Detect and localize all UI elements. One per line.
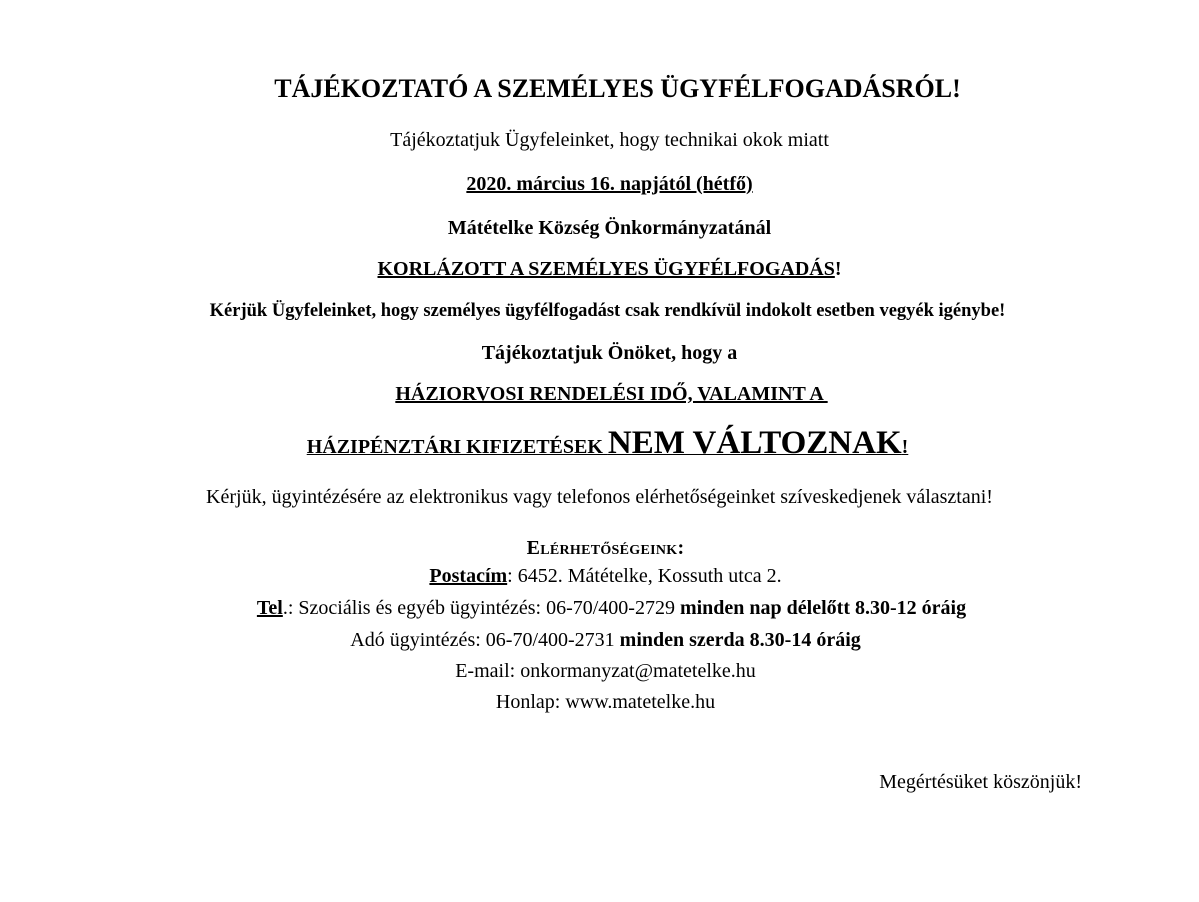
- date-line: 2020. március 16. napjától (hétfő): [466, 173, 753, 195]
- phone-line: [12, 598, 1199, 618]
- tel-value: .: Szociális és egyéb ügyintézés: 06-70/400-2729: [282, 597, 680, 619]
- thanks-text: Megértésüket köszönjük!: [879, 771, 1082, 793]
- restricted-text: KORLÁZOTT A SZEMÉLYES ÜGYFÉLFOGADÁS: [377, 258, 835, 280]
- unchanged-big-text: NEM VÁLTOZNAK: [607, 425, 902, 461]
- tax-value: Adó ügyintézés: 06-70/400-2731: [350, 629, 620, 651]
- postal-label: Postacím: [429, 565, 508, 587]
- unchanged-line-2: [8, 427, 1199, 460]
- postal-value: : 6452. Mátételke, Kossuth utca 2.: [507, 565, 782, 587]
- contacts-heading: Elérhetőségeink:: [526, 537, 685, 559]
- unchanged-line-1: HÁZIORVOSI RENDELÉSI IDŐ, VALAMINT A: [395, 383, 828, 405]
- restricted-notice: [10, 259, 1199, 279]
- unchanged-part1: HÁZIPÉNZTÁRI KIFIZETÉSEK: [306, 436, 608, 458]
- website-line: Honlap: www.matetelke.hu: [495, 691, 716, 713]
- postal-address: [6, 566, 1199, 586]
- inform-line: Tájékoztatjuk Önöket, hogy a: [481, 342, 738, 364]
- tax-line: [6, 630, 1199, 650]
- restricted-suffix: !: [834, 258, 842, 280]
- tax-hours: minden szerda 8.30-14 óráig: [619, 629, 861, 651]
- page-title: TÁJÉKOZTATÓ A SZEMÉLYES ÜGYFÉLFOGADÁSRÓL!: [274, 74, 961, 103]
- intro-text: Tájékoztatjuk Ügyfeleinket, hogy technikai okok miatt: [390, 129, 829, 151]
- request-line: Kérjük Ügyfeleinket, hogy személyes ügyfélfogadást csak rendkívül indokolt esetben vegyék igénybe!: [209, 301, 1006, 321]
- tel-hours: minden nap délelőtt 8.30-12 óráig: [679, 597, 967, 619]
- electronic-request-line: Kérjük, ügyintézésére az elektronikus vagy telefonos elérhetőségeinket szíveskedjenek választani!: [206, 486, 993, 508]
- unchanged-suffix: !: [901, 436, 909, 458]
- email-line: E-mail: onkormanyzat@matetelke.hu: [455, 660, 756, 682]
- institution-line: Mátételke Község Önkormányzatánál: [447, 217, 772, 239]
- tel-label: Tel: [256, 597, 283, 619]
